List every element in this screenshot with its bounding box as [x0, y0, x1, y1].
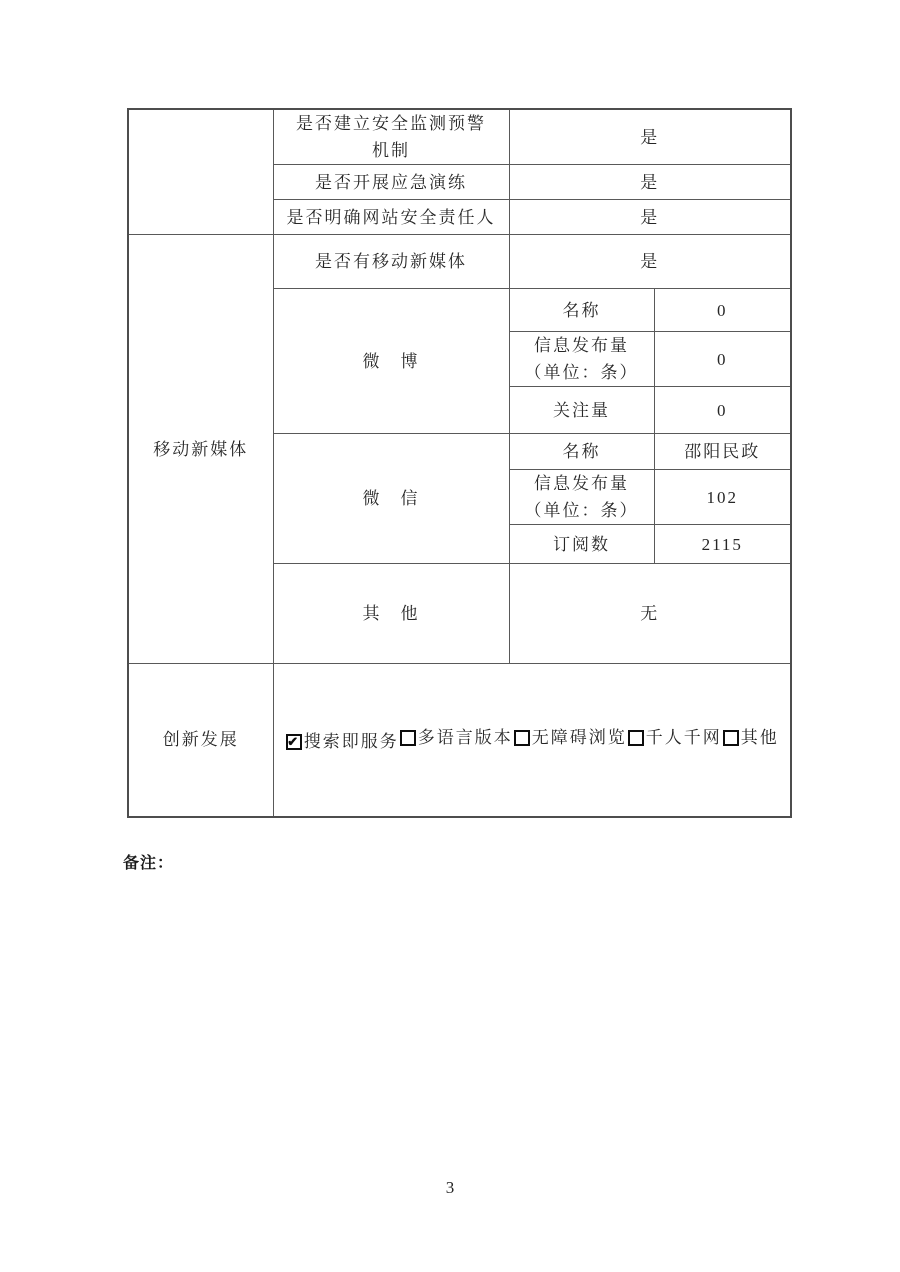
- checkbox-item-accessibility: [513, 724, 627, 751]
- wechat-subscribers-value: 2115: [654, 525, 791, 564]
- other-media-value: 无: [509, 564, 791, 664]
- weibo-followers-value: 0: [654, 387, 791, 434]
- checkbox-item-multilingual: [399, 724, 513, 751]
- weibo-followers-label: 关注量: [509, 387, 654, 434]
- wechat-posts-value: 102: [654, 470, 791, 525]
- security-monitoring-label-line2: 机制: [372, 141, 410, 160]
- security-monitoring-label: [273, 109, 509, 165]
- checkbox-label-multilingual: 多语言版本: [417, 728, 513, 748]
- wechat-posts-label-line1: 信息发布量: [534, 474, 629, 493]
- page-number: 3: [445, 1178, 455, 1197]
- checkbox-label-personalized: 千人千网: [645, 728, 722, 748]
- checkbox-search-service[interactable]: [286, 734, 302, 750]
- has-mobile-media-label: 是否有移动新媒体: [273, 235, 509, 289]
- mobile-media-section-label: 移动新媒体: [128, 235, 273, 664]
- table-row: [128, 664, 791, 817]
- checkbox-item-search-service: [285, 728, 399, 755]
- checkbox-item-other: [722, 724, 779, 751]
- security-monitoring-label-line1: 是否建立安全监测预警: [296, 114, 486, 133]
- weibo-label: 微 博: [273, 289, 509, 434]
- other-media-label: 其 他: [273, 564, 509, 664]
- checkbox-label-other: 其他: [740, 728, 779, 748]
- checkbox-personalized[interactable]: [628, 730, 644, 746]
- checkbox-accessibility[interactable]: [514, 730, 530, 746]
- checkbox-other[interactable]: [723, 730, 739, 746]
- table-row: [128, 109, 791, 165]
- notes-label: 备注：: [123, 855, 175, 872]
- innovation-checkbox-row: [273, 664, 791, 817]
- wechat-subscribers-label: 订阅数: [509, 525, 654, 564]
- report-table-container: [127, 108, 792, 818]
- emergency-drill-label: 是否开展应急演练: [273, 165, 509, 200]
- wechat-name-label: 名称: [509, 434, 654, 470]
- weibo-name-value: 0: [654, 289, 791, 332]
- wechat-name-value: 邵阳民政: [654, 434, 791, 470]
- security-monitoring-value: 是: [509, 109, 791, 165]
- annual-report-table: [127, 108, 792, 818]
- checkbox-item-personalized: [627, 724, 722, 751]
- weibo-name-label: 名称: [509, 289, 654, 332]
- weibo-posts-value: 0: [654, 332, 791, 387]
- security-responsible-person-label: 是否明确网站安全责任人: [273, 200, 509, 235]
- weibo-posts-label: [509, 332, 654, 387]
- security-responsible-person-value: 是: [509, 200, 791, 235]
- has-mobile-media-value: 是: [509, 235, 791, 289]
- checkbox-multilingual[interactable]: [400, 730, 416, 746]
- emergency-drill-value: 是: [509, 165, 791, 200]
- wechat-label: 微 信: [273, 434, 509, 564]
- innovation-section-label: 创新发展: [128, 664, 273, 817]
- checkbox-label-accessibility: 无障碍浏览: [531, 728, 627, 748]
- security-section-label-cell: [128, 109, 273, 235]
- wechat-posts-label: [509, 470, 654, 525]
- weibo-posts-label-line1: 信息发布量: [534, 336, 629, 355]
- wechat-posts-label-line2: （单位：条）: [524, 501, 639, 520]
- table-row: [128, 235, 791, 289]
- weibo-posts-label-line2: （单位：条）: [524, 363, 639, 382]
- checkbox-label-search-service: 搜索即服务: [303, 732, 399, 752]
